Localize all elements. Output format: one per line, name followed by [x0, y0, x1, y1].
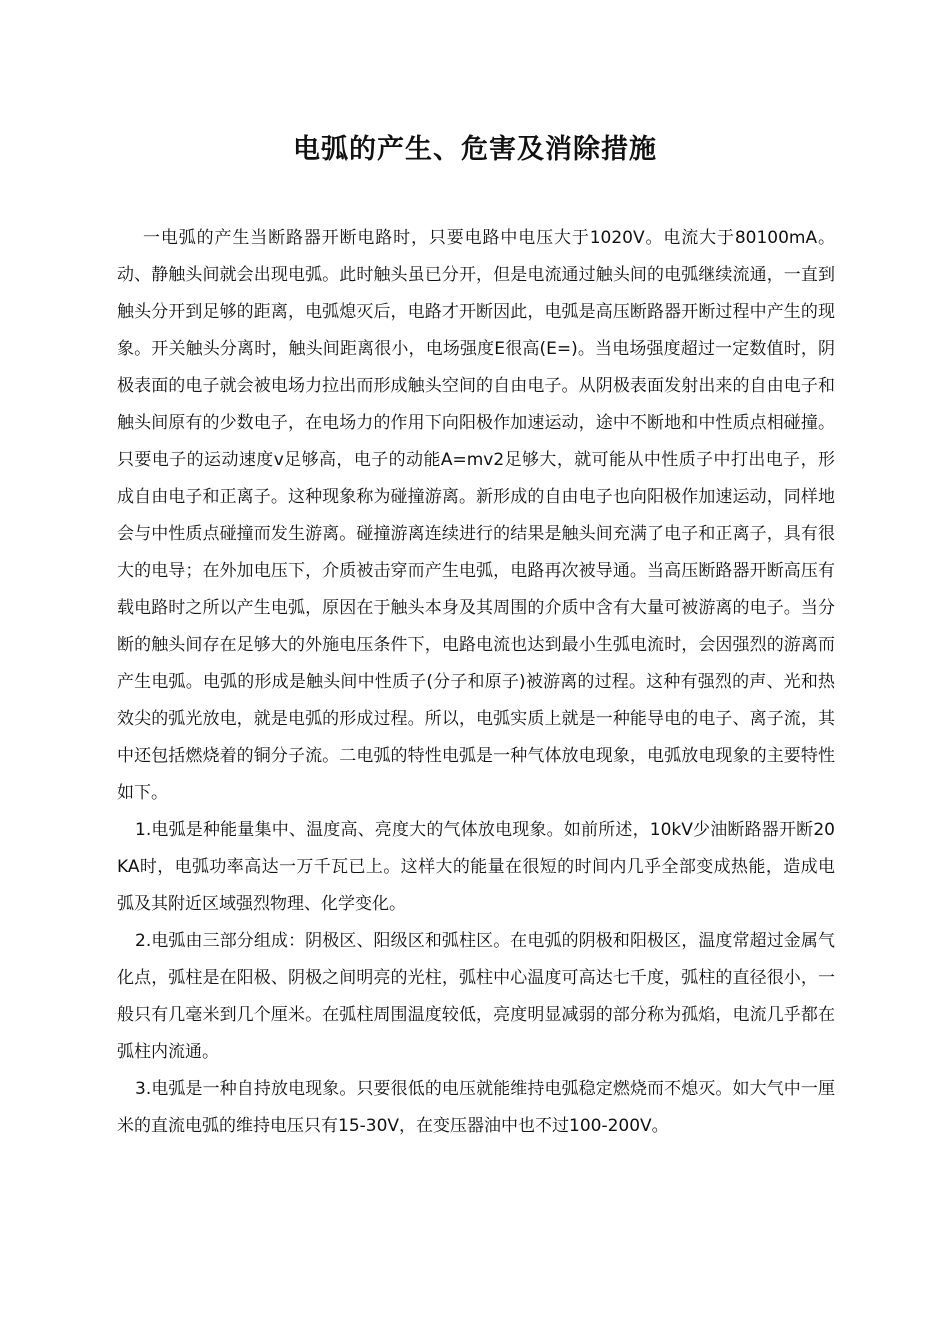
paragraph-item-3: 3.电弧是一种自持放电现象。只要很低的电压就能维持电弧稳定燃烧而不熄灭。如大气中一厘米的直流电弧的维持电压只有15-30V，在变压器油中也不过100-200V。: [117, 1079, 835, 1136]
document-title: 电弧的产生、危害及消除措施: [293, 134, 657, 165]
paragraph-intro: 一电弧的产生当断路器开断电路时，只要电路中电压大于1020V。电流大于80100mA。动、静触头间就会出现电弧。此时触头虽已分开，但是电流通过触头间的电弧继续流通，一直到触头分开到足够的距离，电弧熄灭后，电路才开断因此，电弧是高压断路器开断过程中产生的现象。开关触头分离时，触头间距离很小，电场强度E很高(E=)。当电场强度超过一定数值时，阴极表面的电子就会被电场力拉出而形成触头空间的自由电子。从阴极表面发射出来的自由电子和触头间原有的少数电子，在电场力的作用下向阳极作加速运动，途中不断地和中性质点相碰撞。只要电子的运动速度v足够高，电子的动能A=mv2足够大，就可能从中性质子中打出电子，形成自由电子和正离子。这种现象称为碰撞游离。新形成的自由电子也向阳极作加速运动，同样地会与中性质点碰撞而发生游离。碰撞游离连续进行的结果是触头间充满了电子和正离子，具有很大的电导；在外加电压下，介质被击穿而产生电弧，电路再次被导通。当高压断路器开断高压有载电路时之所以产生电弧，原因在于触头本身及其周围的介质中含有大量可被游离的电子。当分断的触头间存在足够大的外施电压条件下，电路电流也达到最小生弧电流时，会因强烈的游离而产生电弧。电弧的形成是触头间中性质子(分子和原子)被游离的过程。这种有强烈的声、光和热效尖的弧光放电，就是电弧的形成过程。所以，电弧实质上就是一种能导电的电子、离子流，其中还包括燃烧着的铜分子流。二电弧的特性电弧是一种气体放电现象，电弧放电现象的主要特性如下。: [117, 228, 835, 803]
paragraph-item-2: 2.电弧由三部分组成：阴极区、阳级区和弧柱区。在电弧的阴极和阳极区，温度常超过金属气化点，弧柱是在阳极、阴极之间明亮的光柱，弧柱中心温度可高达七千度，弧柱的直径很小，一般只有几毫米到几个厘米。在弧柱周围温度较低，亮度明显减弱的部分称为孤焰，电流几乎都在弧柱内流通。: [117, 931, 835, 1062]
document-body: [117, 220, 835, 1145]
paragraph-item-1: 1.电弧是种能量集中、温度高、亮度大的气体放电现象。如前所述，10kV少油断路器开断20KA时，电弧功率高达一万千瓦已上。这样大的能量在很短的时间内几乎全部变成热能，造成电弧及其附近区域强烈物理、化学变化。: [117, 820, 835, 914]
